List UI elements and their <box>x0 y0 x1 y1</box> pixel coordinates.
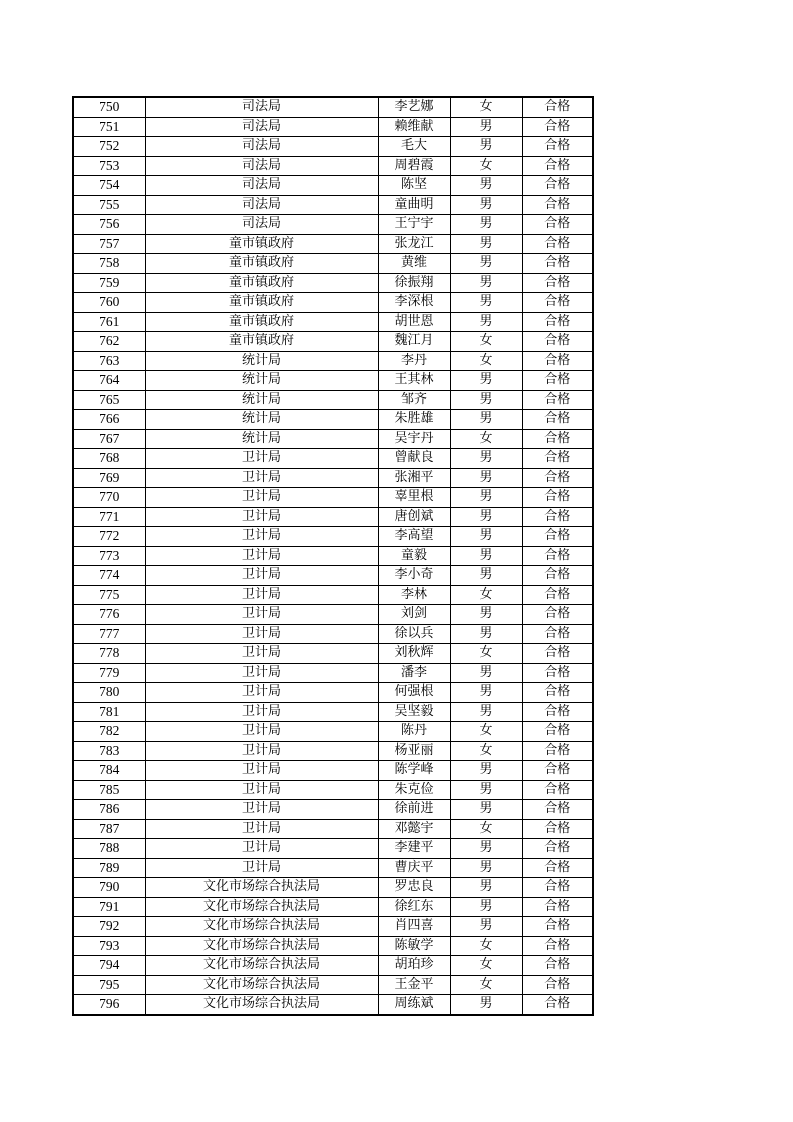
gender-cell: 男 <box>450 293 522 313</box>
department-cell: 卫计局 <box>145 780 378 800</box>
table-body <box>73 97 593 1015</box>
department-cell: 统计局 <box>145 429 378 449</box>
department-cell: 文化市场综合执法局 <box>145 995 378 1015</box>
person-name-cell: 黄维 <box>378 254 450 274</box>
row-number-cell: 755 <box>73 195 145 215</box>
person-name-cell: 周碧霞 <box>378 156 450 176</box>
result-cell: 合格 <box>522 488 593 508</box>
row-number-cell: 776 <box>73 605 145 625</box>
results-table <box>72 96 594 1016</box>
row-number-cell: 791 <box>73 897 145 917</box>
gender-cell: 男 <box>450 683 522 703</box>
table-row <box>73 468 593 488</box>
gender-cell: 男 <box>450 839 522 859</box>
person-name-cell: 辜里根 <box>378 488 450 508</box>
result-cell: 合格 <box>522 722 593 742</box>
table-row <box>73 780 593 800</box>
department-cell: 卫计局 <box>145 761 378 781</box>
person-name-cell: 胡珀珍 <box>378 956 450 976</box>
table-row <box>73 839 593 859</box>
person-name-cell: 李林 <box>378 585 450 605</box>
person-name-cell: 李高望 <box>378 527 450 547</box>
result-cell: 合格 <box>522 390 593 410</box>
table-row <box>73 488 593 508</box>
department-cell: 卫计局 <box>145 507 378 527</box>
row-number-cell: 789 <box>73 858 145 878</box>
person-name-cell: 吴宇丹 <box>378 429 450 449</box>
gender-cell: 男 <box>450 917 522 937</box>
person-name-cell: 童毅 <box>378 546 450 566</box>
row-number-cell: 793 <box>73 936 145 956</box>
row-number-cell: 779 <box>73 663 145 683</box>
result-cell: 合格 <box>522 956 593 976</box>
table-row <box>73 858 593 878</box>
gender-cell: 男 <box>450 702 522 722</box>
gender-cell: 女 <box>450 585 522 605</box>
person-name-cell: 李小奇 <box>378 566 450 586</box>
result-cell: 合格 <box>522 995 593 1015</box>
result-cell: 合格 <box>522 97 593 117</box>
gender-cell: 男 <box>450 507 522 527</box>
row-number-cell: 787 <box>73 819 145 839</box>
row-number-cell: 769 <box>73 468 145 488</box>
result-cell: 合格 <box>522 332 593 352</box>
row-number-cell: 761 <box>73 312 145 332</box>
department-cell: 司法局 <box>145 195 378 215</box>
result-cell: 合格 <box>522 410 593 430</box>
row-number-cell: 757 <box>73 234 145 254</box>
gender-cell: 男 <box>450 137 522 157</box>
result-cell: 合格 <box>522 566 593 586</box>
person-name-cell: 陈敏学 <box>378 936 450 956</box>
gender-cell: 女 <box>450 722 522 742</box>
person-name-cell: 徐振翔 <box>378 273 450 293</box>
gender-cell: 男 <box>450 624 522 644</box>
table-row <box>73 546 593 566</box>
row-number-cell: 770 <box>73 488 145 508</box>
department-cell: 童市镇政府 <box>145 234 378 254</box>
gender-cell: 男 <box>450 897 522 917</box>
table-row <box>73 410 593 430</box>
row-number-cell: 762 <box>73 332 145 352</box>
table-row <box>73 897 593 917</box>
table-row <box>73 800 593 820</box>
result-cell: 合格 <box>522 195 593 215</box>
gender-cell: 男 <box>450 234 522 254</box>
table-row <box>73 683 593 703</box>
department-cell: 司法局 <box>145 117 378 137</box>
table-row <box>73 293 593 313</box>
department-cell: 卫计局 <box>145 449 378 469</box>
result-cell: 合格 <box>522 215 593 235</box>
department-cell: 卫计局 <box>145 819 378 839</box>
person-name-cell: 吴坚毅 <box>378 702 450 722</box>
person-name-cell: 徐前进 <box>378 800 450 820</box>
table-row <box>73 917 593 937</box>
row-number-cell: 768 <box>73 449 145 469</box>
person-name-cell: 李深根 <box>378 293 450 313</box>
department-cell: 卫计局 <box>145 839 378 859</box>
department-cell: 童市镇政府 <box>145 312 378 332</box>
person-name-cell: 朱克俭 <box>378 780 450 800</box>
result-cell: 合格 <box>522 897 593 917</box>
row-number-cell: 782 <box>73 722 145 742</box>
person-name-cell: 肖四喜 <box>378 917 450 937</box>
result-cell: 合格 <box>522 312 593 332</box>
table-row <box>73 371 593 391</box>
department-cell: 卫计局 <box>145 546 378 566</box>
department-cell: 童市镇政府 <box>145 332 378 352</box>
result-cell: 合格 <box>522 663 593 683</box>
department-cell: 童市镇政府 <box>145 293 378 313</box>
person-name-cell: 李丹 <box>378 351 450 371</box>
gender-cell: 男 <box>450 566 522 586</box>
gender-cell: 女 <box>450 351 522 371</box>
gender-cell: 男 <box>450 215 522 235</box>
table-row <box>73 429 593 449</box>
department-cell: 文化市场综合执法局 <box>145 936 378 956</box>
table-row <box>73 741 593 761</box>
result-cell: 合格 <box>522 273 593 293</box>
department-cell: 统计局 <box>145 410 378 430</box>
person-name-cell: 徐红东 <box>378 897 450 917</box>
table-row <box>73 605 593 625</box>
table-row <box>73 176 593 196</box>
person-name-cell: 刘秋辉 <box>378 644 450 664</box>
department-cell: 文化市场综合执法局 <box>145 917 378 937</box>
table-row <box>73 936 593 956</box>
result-cell: 合格 <box>522 780 593 800</box>
result-cell: 合格 <box>522 878 593 898</box>
department-cell: 卫计局 <box>145 702 378 722</box>
department-cell: 童市镇政府 <box>145 254 378 274</box>
table-row <box>73 956 593 976</box>
gender-cell: 男 <box>450 858 522 878</box>
department-cell: 文化市场综合执法局 <box>145 878 378 898</box>
person-name-cell: 胡世恩 <box>378 312 450 332</box>
table-row <box>73 390 593 410</box>
table-row <box>73 332 593 352</box>
department-cell: 卫计局 <box>145 663 378 683</box>
row-number-cell: 759 <box>73 273 145 293</box>
row-number-cell: 794 <box>73 956 145 976</box>
person-name-cell: 王金平 <box>378 975 450 995</box>
result-cell: 合格 <box>522 254 593 274</box>
person-name-cell: 李建平 <box>378 839 450 859</box>
gender-cell: 男 <box>450 176 522 196</box>
result-cell: 合格 <box>522 975 593 995</box>
gender-cell: 女 <box>450 819 522 839</box>
row-number-cell: 777 <box>73 624 145 644</box>
gender-cell: 男 <box>450 546 522 566</box>
row-number-cell: 751 <box>73 117 145 137</box>
row-number-cell: 771 <box>73 507 145 527</box>
gender-cell: 女 <box>450 156 522 176</box>
table-row <box>73 761 593 781</box>
department-cell: 司法局 <box>145 176 378 196</box>
department-cell: 文化市场综合执法局 <box>145 897 378 917</box>
result-cell: 合格 <box>522 176 593 196</box>
table-row <box>73 156 593 176</box>
result-cell: 合格 <box>522 117 593 137</box>
person-name-cell: 徐以兵 <box>378 624 450 644</box>
table-row <box>73 819 593 839</box>
gender-cell: 男 <box>450 605 522 625</box>
person-name-cell: 张湘平 <box>378 468 450 488</box>
result-cell: 合格 <box>522 507 593 527</box>
department-cell: 卫计局 <box>145 527 378 547</box>
result-cell: 合格 <box>522 429 593 449</box>
department-cell: 司法局 <box>145 97 378 117</box>
department-cell: 卫计局 <box>145 585 378 605</box>
table-row <box>73 97 593 117</box>
result-cell: 合格 <box>522 800 593 820</box>
row-number-cell: 764 <box>73 371 145 391</box>
result-cell: 合格 <box>522 156 593 176</box>
result-cell: 合格 <box>522 351 593 371</box>
result-cell: 合格 <box>522 936 593 956</box>
gender-cell: 男 <box>450 273 522 293</box>
department-cell: 司法局 <box>145 156 378 176</box>
table-row <box>73 702 593 722</box>
person-name-cell: 朱胜雄 <box>378 410 450 430</box>
department-cell: 卫计局 <box>145 800 378 820</box>
person-name-cell: 潘李 <box>378 663 450 683</box>
person-name-cell: 陈丹 <box>378 722 450 742</box>
row-number-cell: 783 <box>73 741 145 761</box>
department-cell: 卫计局 <box>145 644 378 664</box>
row-number-cell: 773 <box>73 546 145 566</box>
gender-cell: 男 <box>450 312 522 332</box>
department-cell: 卫计局 <box>145 605 378 625</box>
result-cell: 合格 <box>522 624 593 644</box>
table-row <box>73 663 593 683</box>
department-cell: 卫计局 <box>145 468 378 488</box>
table-row <box>73 312 593 332</box>
result-cell: 合格 <box>522 858 593 878</box>
table-row <box>73 137 593 157</box>
gender-cell: 男 <box>450 527 522 547</box>
person-name-cell: 周练斌 <box>378 995 450 1015</box>
table-row <box>73 351 593 371</box>
row-number-cell: 758 <box>73 254 145 274</box>
gender-cell: 女 <box>450 936 522 956</box>
table-row <box>73 644 593 664</box>
result-cell: 合格 <box>522 546 593 566</box>
department-cell: 卫计局 <box>145 858 378 878</box>
person-name-cell: 罗忠良 <box>378 878 450 898</box>
person-name-cell: 童曲明 <box>378 195 450 215</box>
row-number-cell: 792 <box>73 917 145 937</box>
result-cell: 合格 <box>522 702 593 722</box>
gender-cell: 男 <box>450 488 522 508</box>
gender-cell: 男 <box>450 117 522 137</box>
row-number-cell: 760 <box>73 293 145 313</box>
result-cell: 合格 <box>522 605 593 625</box>
gender-cell: 女 <box>450 429 522 449</box>
row-number-cell: 756 <box>73 215 145 235</box>
person-name-cell: 唐创斌 <box>378 507 450 527</box>
table-row <box>73 995 593 1015</box>
department-cell: 卫计局 <box>145 624 378 644</box>
person-name-cell: 王其林 <box>378 371 450 391</box>
department-cell: 童市镇政府 <box>145 273 378 293</box>
gender-cell: 女 <box>450 97 522 117</box>
gender-cell: 女 <box>450 741 522 761</box>
row-number-cell: 753 <box>73 156 145 176</box>
department-cell: 卫计局 <box>145 488 378 508</box>
row-number-cell: 778 <box>73 644 145 664</box>
gender-cell: 男 <box>450 410 522 430</box>
department-cell: 卫计局 <box>145 683 378 703</box>
row-number-cell: 766 <box>73 410 145 430</box>
gender-cell: 男 <box>450 390 522 410</box>
row-number-cell: 784 <box>73 761 145 781</box>
result-cell: 合格 <box>522 819 593 839</box>
result-cell: 合格 <box>522 683 593 703</box>
person-name-cell: 曾献良 <box>378 449 450 469</box>
gender-cell: 男 <box>450 254 522 274</box>
table-row <box>73 624 593 644</box>
gender-cell: 男 <box>450 663 522 683</box>
row-number-cell: 796 <box>73 995 145 1015</box>
table-row <box>73 527 593 547</box>
person-name-cell: 毛大 <box>378 137 450 157</box>
table-row <box>73 254 593 274</box>
gender-cell: 男 <box>450 800 522 820</box>
gender-cell: 男 <box>450 195 522 215</box>
person-name-cell: 邹齐 <box>378 390 450 410</box>
gender-cell: 男 <box>450 780 522 800</box>
result-cell: 合格 <box>522 449 593 469</box>
result-cell: 合格 <box>522 917 593 937</box>
result-cell: 合格 <box>522 527 593 547</box>
result-cell: 合格 <box>522 839 593 859</box>
row-number-cell: 786 <box>73 800 145 820</box>
department-cell: 卫计局 <box>145 566 378 586</box>
table-row <box>73 722 593 742</box>
row-number-cell: 780 <box>73 683 145 703</box>
row-number-cell: 774 <box>73 566 145 586</box>
table-row <box>73 273 593 293</box>
row-number-cell: 767 <box>73 429 145 449</box>
department-cell: 统计局 <box>145 371 378 391</box>
table-row <box>73 117 593 137</box>
person-name-cell: 刘剑 <box>378 605 450 625</box>
result-cell: 合格 <box>522 761 593 781</box>
gender-cell: 男 <box>450 995 522 1015</box>
department-cell: 文化市场综合执法局 <box>145 975 378 995</box>
row-number-cell: 775 <box>73 585 145 605</box>
gender-cell: 男 <box>450 761 522 781</box>
person-name-cell: 赖维献 <box>378 117 450 137</box>
gender-cell: 男 <box>450 468 522 488</box>
table-row <box>73 585 593 605</box>
gender-cell: 女 <box>450 956 522 976</box>
department-cell: 司法局 <box>145 215 378 235</box>
person-name-cell: 杨亚丽 <box>378 741 450 761</box>
result-cell: 合格 <box>522 234 593 254</box>
department-cell: 统计局 <box>145 351 378 371</box>
row-number-cell: 785 <box>73 780 145 800</box>
table-row <box>73 195 593 215</box>
result-cell: 合格 <box>522 585 593 605</box>
row-number-cell: 750 <box>73 97 145 117</box>
table-row <box>73 507 593 527</box>
person-name-cell: 陈学峰 <box>378 761 450 781</box>
person-name-cell: 魏江月 <box>378 332 450 352</box>
row-number-cell: 790 <box>73 878 145 898</box>
row-number-cell: 763 <box>73 351 145 371</box>
person-name-cell: 陈坚 <box>378 176 450 196</box>
table-row <box>73 449 593 469</box>
table-row <box>73 566 593 586</box>
gender-cell: 女 <box>450 644 522 664</box>
person-name-cell: 邓懿宇 <box>378 819 450 839</box>
table-row <box>73 215 593 235</box>
department-cell: 司法局 <box>145 137 378 157</box>
result-cell: 合格 <box>522 468 593 488</box>
gender-cell: 男 <box>450 371 522 391</box>
row-number-cell: 752 <box>73 137 145 157</box>
result-cell: 合格 <box>522 293 593 313</box>
result-cell: 合格 <box>522 644 593 664</box>
row-number-cell: 765 <box>73 390 145 410</box>
person-name-cell: 何强根 <box>378 683 450 703</box>
row-number-cell: 781 <box>73 702 145 722</box>
table-row <box>73 234 593 254</box>
row-number-cell: 788 <box>73 839 145 859</box>
person-name-cell: 李艺娜 <box>378 97 450 117</box>
row-number-cell: 754 <box>73 176 145 196</box>
gender-cell: 男 <box>450 449 522 469</box>
table-row <box>73 878 593 898</box>
gender-cell: 男 <box>450 878 522 898</box>
person-name-cell: 张龙江 <box>378 234 450 254</box>
row-number-cell: 772 <box>73 527 145 547</box>
gender-cell: 女 <box>450 975 522 995</box>
result-cell: 合格 <box>522 371 593 391</box>
department-cell: 卫计局 <box>145 722 378 742</box>
row-number-cell: 795 <box>73 975 145 995</box>
result-cell: 合格 <box>522 741 593 761</box>
person-name-cell: 曹庆平 <box>378 858 450 878</box>
table-row <box>73 975 593 995</box>
department-cell: 统计局 <box>145 390 378 410</box>
person-name-cell: 王宁宇 <box>378 215 450 235</box>
result-cell: 合格 <box>522 137 593 157</box>
department-cell: 卫计局 <box>145 741 378 761</box>
gender-cell: 女 <box>450 332 522 352</box>
department-cell: 文化市场综合执法局 <box>145 956 378 976</box>
